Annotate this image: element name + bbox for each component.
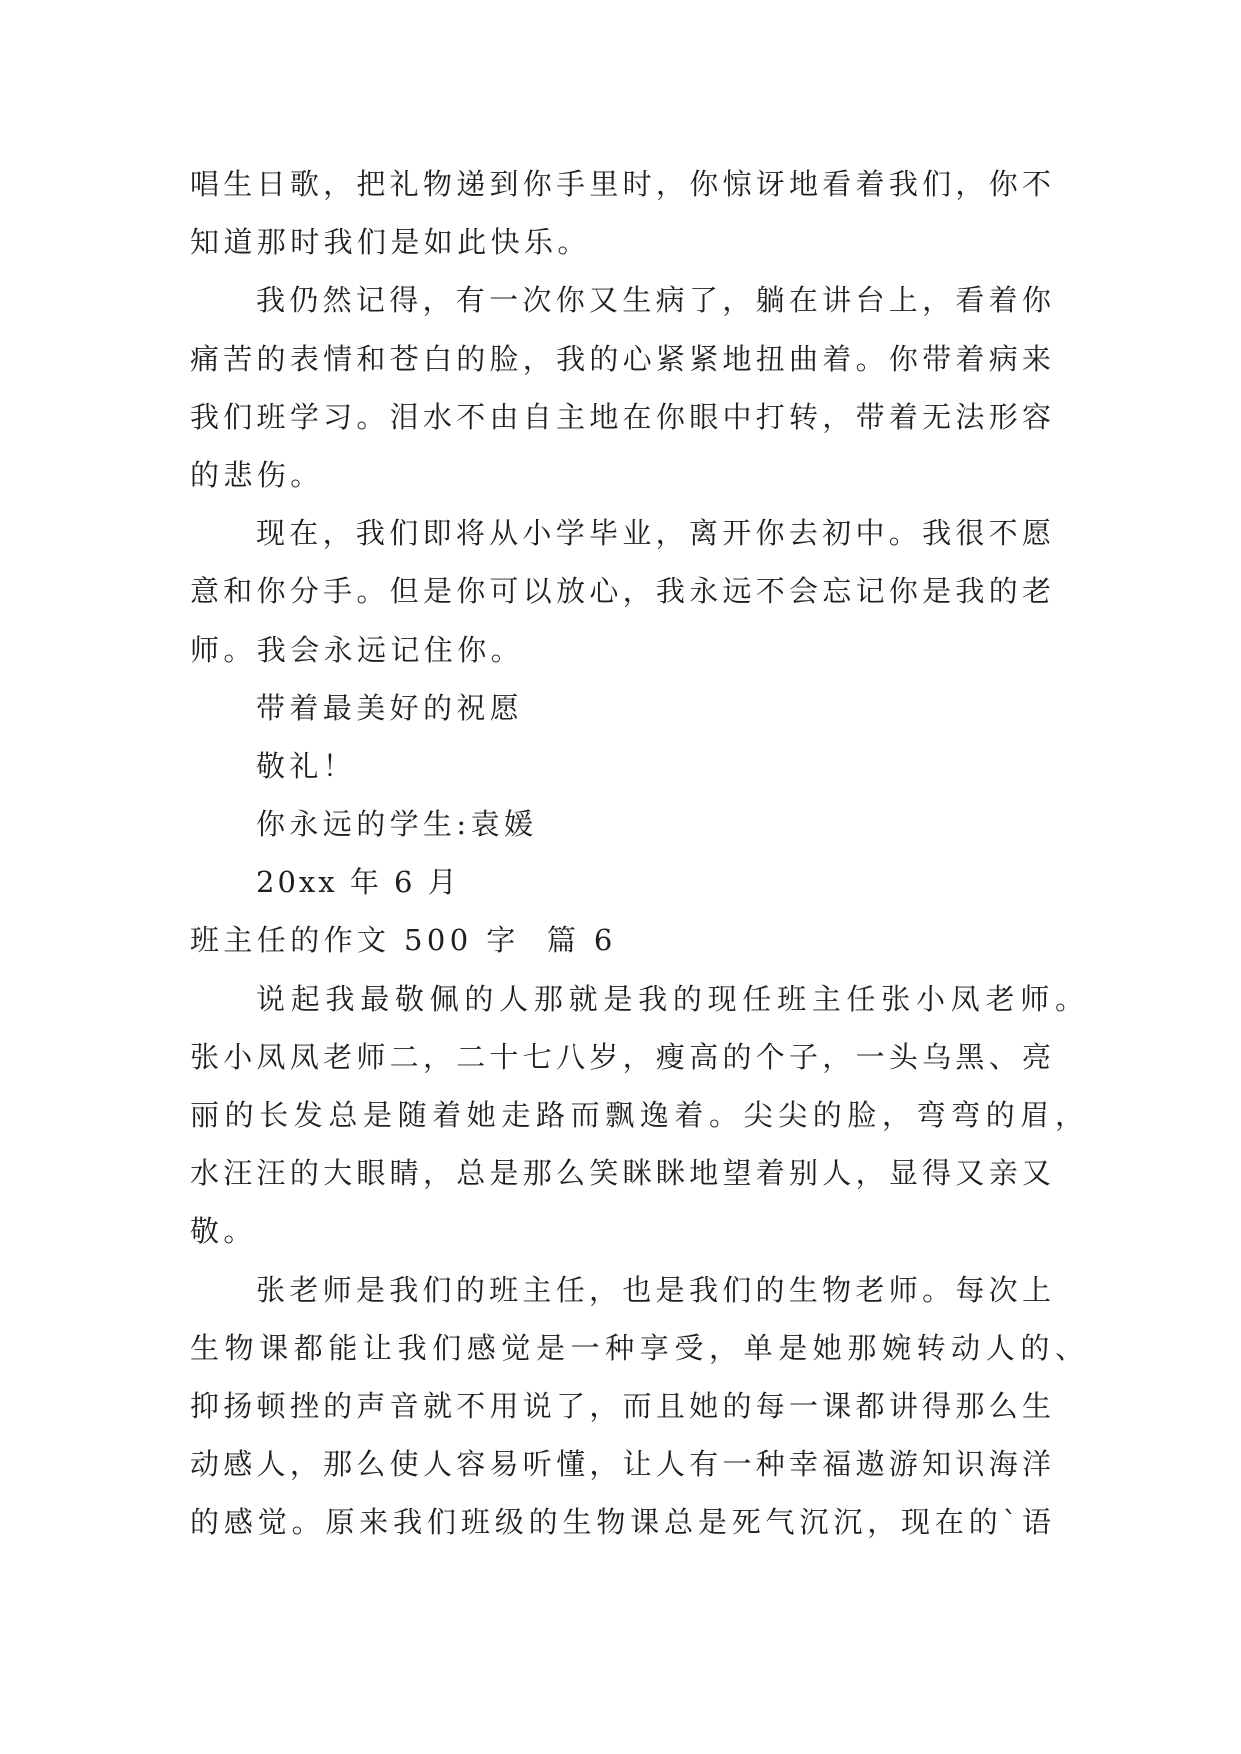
text-line: 我仍然记得，有一次你又生病了，躺在讲台上，看着你 — [256, 283, 1051, 318]
text-line: 丽的长发总是随着她走路而飘逸着。尖尖的脸，弯弯的眉， — [190, 1098, 1084, 1132]
essay-title: 班主任的作文 500 字 篇 6 — [190, 923, 617, 958]
text-line: 的悲伤。 — [190, 457, 324, 492]
text-line: 的感觉。原来我们班级的生物课总是死气沉沉，现在的`语 — [190, 1505, 1051, 1540]
text-line: 知道那时我们是如此快乐。 — [190, 225, 591, 260]
closing-salute: 敬礼！ — [256, 748, 357, 783]
text-line: 张老师是我们的班主任，也是我们的生物老师。每次上 — [256, 1272, 1051, 1307]
text-line: 痛苦的表情和苍白的脸，我的心紧紧地扭曲着。你带着病来 — [190, 341, 1051, 376]
text-line: 意和你分手。但是你可以放心，我永远不会忘记你是我的老 — [190, 574, 1051, 609]
paragraph — [190, 504, 1051, 679]
text-line: 我们班学习。泪水不由自主地在你眼中打转，带着无法形容 — [190, 399, 1051, 434]
text-line: 动感人，那么使人容易听懂，让人有一种幸福遨游知识海洋 — [190, 1447, 1051, 1482]
text-line: 水汪汪的大眼睛，总是那么笑眯眯地望着别人，显得又亲又 — [190, 1156, 1051, 1191]
text-line: 抑扬顿挫的声音就不用说了，而且她的每一课都讲得那么生 — [190, 1388, 1051, 1423]
text-line: 说起我最敬佩的人那就是我的现任班主任张小凤老师。 — [256, 981, 1084, 1016]
text-line: 张小凤凤老师二，二十七八岁，瘦高的个子，一头乌黑、亮 — [190, 1039, 1051, 1074]
text-line: 现在，我们即将从小学毕业，离开你去初中。我很不愿 — [256, 516, 1051, 551]
document-body — [190, 155, 1084, 1552]
paragraph — [190, 155, 1051, 271]
paragraph — [190, 970, 1084, 1261]
closing-wish: 带着最美好的祝愿 — [256, 690, 524, 725]
paragraph — [190, 1261, 1084, 1552]
text-line: 师。我会永远记住你。 — [190, 632, 525, 667]
letter-closing — [190, 679, 1051, 912]
text-line: 敬。 — [190, 1214, 257, 1249]
date: 20xx 年 6 月 — [256, 865, 460, 900]
signature: 你永远的学生:袁媛 — [256, 807, 538, 842]
text-line: 生物课都能让我们感觉是一种享受，单是她那婉转动人的、 — [190, 1330, 1084, 1365]
text-line: 唱生日歌，把礼物递到你手里时，你惊讶地看着我们，你不 — [190, 167, 1051, 201]
paragraph — [190, 271, 1051, 504]
